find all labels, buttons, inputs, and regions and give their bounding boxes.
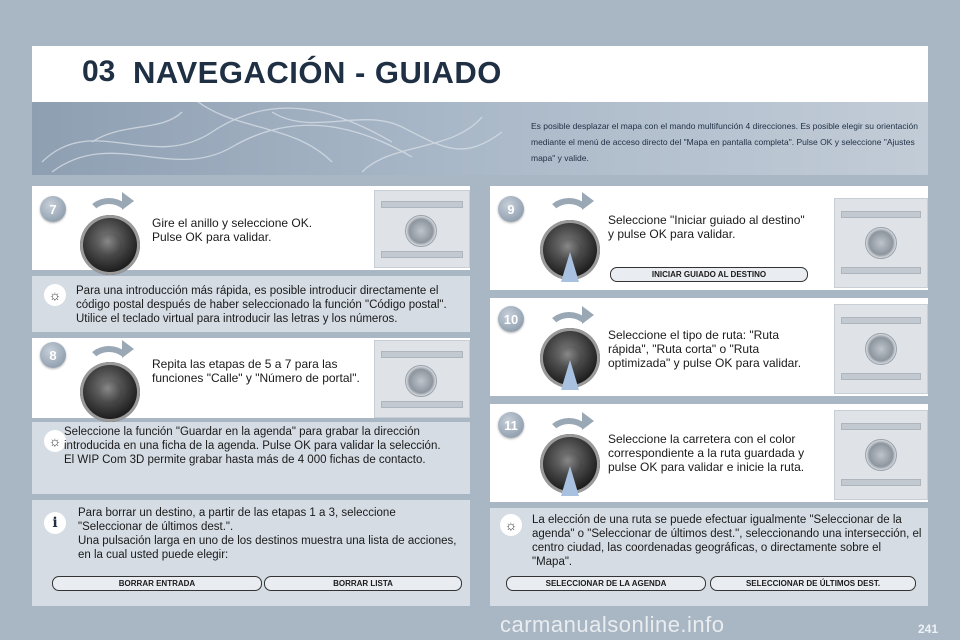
push-arrow-icon — [561, 252, 579, 282]
borrar-lista-button[interactable]: BORRAR LISTA — [264, 576, 462, 591]
tip-postal-text: Para una introducción más rápida, es posible introducir directamente el código postal después de haber seleccionado la función "Código postal". Utilice el teclado virtual para introducir las letras y los números. — [76, 285, 447, 325]
panel-buttons-row — [841, 479, 921, 486]
arrow-head-icon — [582, 412, 594, 430]
push-arrow-icon — [561, 466, 579, 496]
panel-buttons-row — [381, 251, 463, 258]
panel-buttons-row — [381, 201, 463, 208]
radio-panel-illustration — [374, 190, 470, 268]
seleccionar-ultimos-button[interactable]: SELECCIONAR DE ÚLTIMOS DEST. — [710, 576, 916, 591]
page-title: NAVEGACIÓN - GUIADO — [133, 55, 502, 90]
panel-buttons-row — [841, 373, 921, 380]
step-8-badge: 8 — [40, 342, 66, 368]
arrow-head-icon — [122, 340, 134, 358]
chapter-number: 03 — [82, 55, 116, 88]
panel-buttons-row — [381, 401, 463, 408]
panel-buttons-row — [841, 267, 921, 274]
borrar-entrada-button[interactable]: BORRAR ENTRADA — [52, 576, 262, 591]
panel-dial-icon — [865, 227, 897, 259]
panel-dial-icon — [405, 365, 437, 397]
lightbulb-icon: ☼ — [44, 284, 66, 306]
step-11-badge: 11 — [498, 412, 524, 438]
iniciar-guiado-button[interactable]: INICIAR GUIADO AL DESTINO — [610, 267, 808, 282]
step-7-text: Gire el anillo y seleccione OK. Pulse OK para validar. — [152, 216, 313, 244]
panel-dial-icon — [405, 215, 437, 247]
panel-buttons-row — [841, 211, 921, 218]
panel-buttons-row — [841, 317, 921, 324]
step-9-text: Seleccione "Iniciar guiado al destino" y pulse OK para validar. — [608, 213, 805, 241]
info-delete-text: Para borrar un destino, a partir de las etapas 1 a 3, seleccione "Seleccionar de últimos dest.". Una pulsación larga en uno de los destinos muestra una lista de acciones, en la cual usted puede elegir: — [78, 507, 457, 561]
step-9-badge: 9 — [498, 196, 524, 222]
step-8-text: Repita las etapas de 5 a 7 para las funciones "Calle" y "Número de portal". — [152, 357, 360, 385]
lightbulb-icon: ☼ — [44, 430, 66, 452]
radio-panel-illustration — [834, 304, 928, 394]
control-knob-icon — [80, 215, 140, 275]
arrow-head-icon — [582, 192, 594, 210]
step-11-text: Seleccione la carretera con el color correspondiente a la ruta guardada y pulse OK para validar e inicie la ruta. — [608, 432, 805, 474]
arrow-head-icon — [582, 306, 594, 324]
push-arrow-icon — [561, 360, 579, 390]
radio-panel-illustration — [374, 340, 470, 418]
tip-agenda-text: Seleccione la función "Guardar en la agenda" para grabar la dirección introducida en una ficha de la agenda. Pulse OK para validar la selección. El WIP Com 3D permite grabar hasta más de 4 000 fichas de contacto. — [64, 426, 441, 466]
control-knob-icon — [80, 362, 140, 422]
panel-dial-icon — [865, 333, 897, 365]
panel-dial-icon — [865, 439, 897, 471]
radio-panel-illustration — [834, 198, 928, 288]
arrow-head-icon — [122, 192, 134, 210]
step-10-badge: 10 — [498, 306, 524, 332]
watermark: carmanualsonline.info — [500, 612, 725, 637]
page-number: 241 — [917, 622, 938, 636]
info-icon: i — [44, 512, 66, 534]
step-7-badge: 7 — [40, 196, 66, 222]
tip-route-text: La elección de una ruta se puede efectuar igualmente "Seleccionar de la agenda" o "Seleccionar de últimos dest.", seleccionando una intersección, el centro ciudad, las coordenadas geográficas, o directamente sobre el "Mapa". — [532, 514, 922, 568]
lightbulb-icon: ☼ — [500, 514, 522, 536]
seleccionar-agenda-button[interactable]: SELECCIONAR DE LA AGENDA — [506, 576, 706, 591]
step-10-text: Seleccione el tipo de ruta: "Ruta rápida", "Ruta corta" o "Ruta optimizada" y pulse OK para validar. — [608, 328, 802, 370]
panel-buttons-row — [841, 423, 921, 430]
intro-paragraph: Es posible desplazar el mapa con el mando multifunción 4 direcciones. Es posible elegir su orientación mediante el menú de acceso directo del "Mapa en pantalla completa". Pulse OK y seleccione "Ajustes mapa" y valide. — [531, 121, 918, 163]
radio-panel-illustration — [834, 410, 928, 500]
panel-buttons-row — [381, 351, 463, 358]
